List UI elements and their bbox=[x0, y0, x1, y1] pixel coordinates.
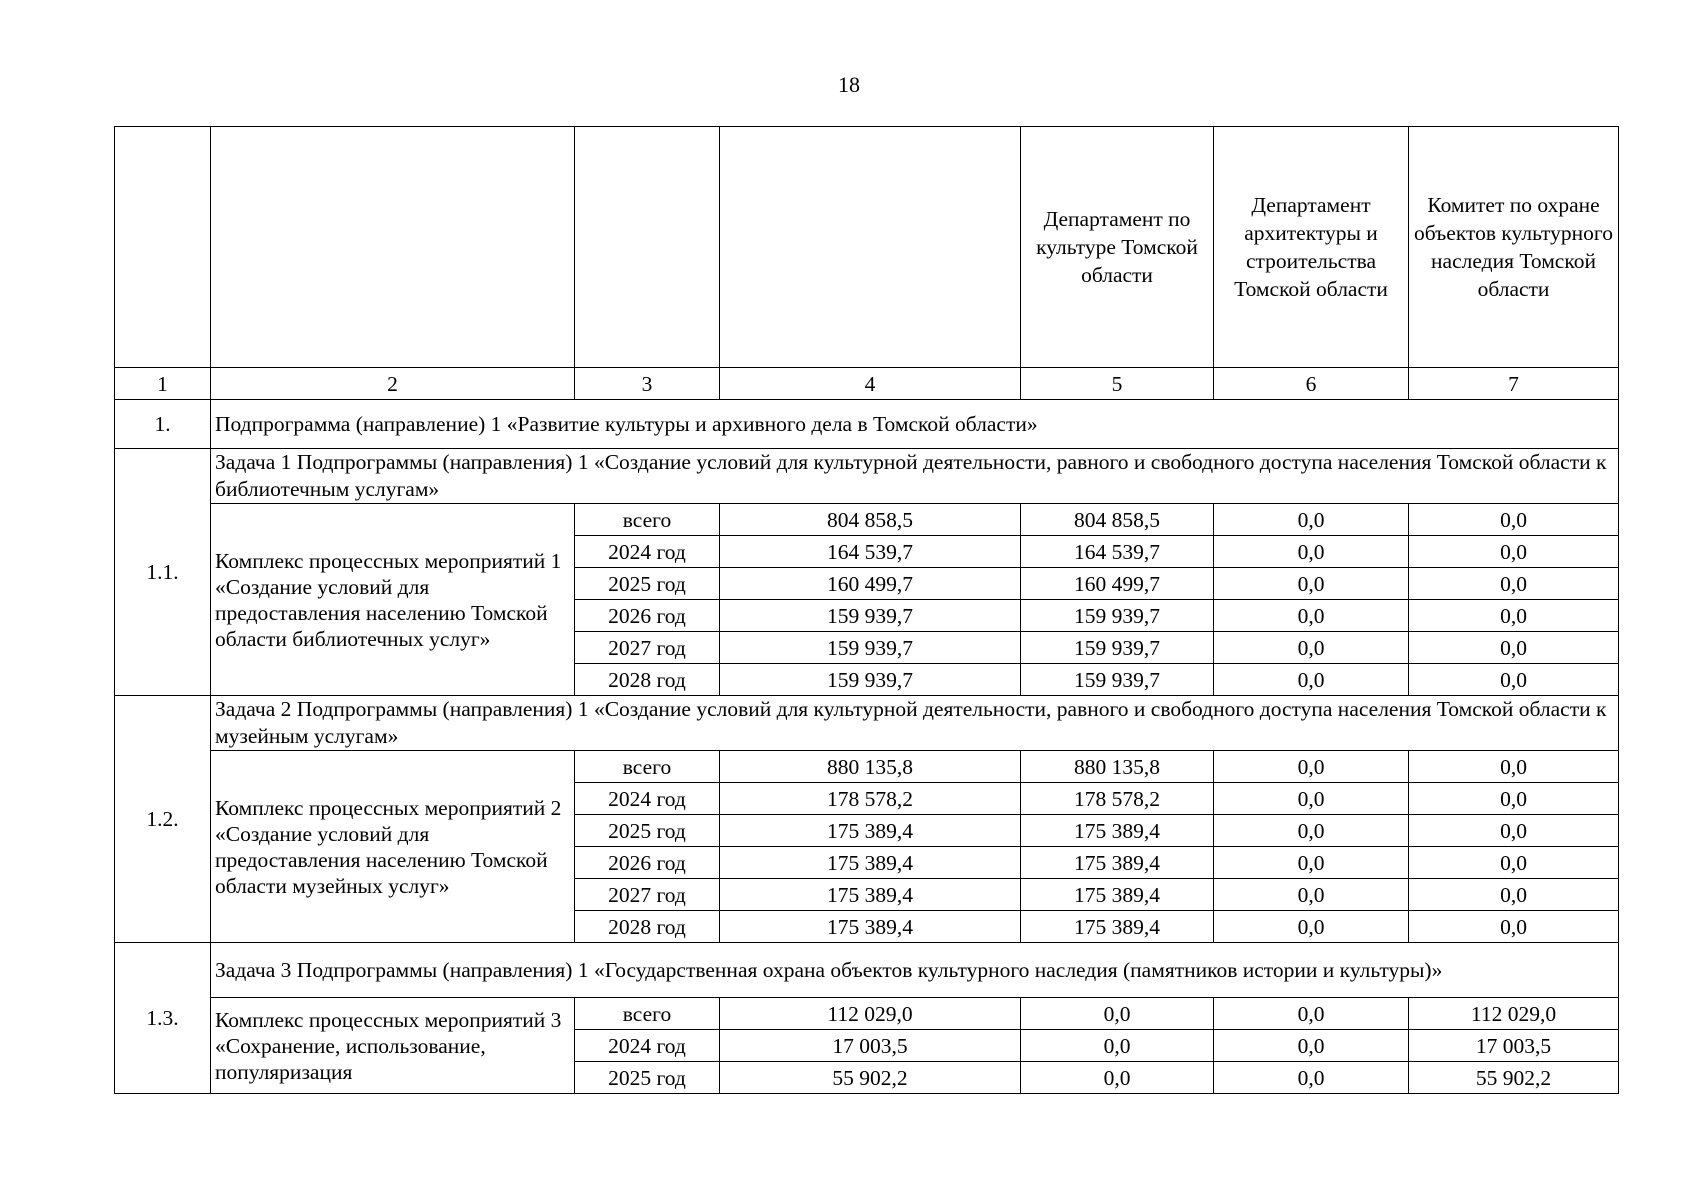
table-row bbox=[115, 998, 1619, 1030]
total-amount-cell: 175 389,4 bbox=[720, 815, 1021, 847]
dept-culture-amount-cell: 178 578,2 bbox=[1021, 783, 1214, 815]
dept-architecture-amount-cell: 0,0 bbox=[1214, 568, 1409, 600]
page-number: 18 bbox=[838, 72, 860, 97]
header-dept-culture: Департамент по культуре Томской области bbox=[1036, 207, 1198, 287]
dept-architecture-amount-cell: 0,0 bbox=[1214, 632, 1409, 664]
dept-architecture-amount-cell: 0,0 bbox=[1214, 664, 1409, 696]
period-cell: 2026 год bbox=[575, 600, 720, 632]
header-cell-2 bbox=[211, 127, 575, 368]
total-amount-cell: 175 389,4 bbox=[720, 879, 1021, 911]
dept-architecture-amount-cell: 0,0 bbox=[1214, 536, 1409, 568]
period-cell: 2024 год bbox=[575, 536, 720, 568]
dept-culture-amount-cell: 159 939,7 bbox=[1021, 632, 1214, 664]
task-row bbox=[115, 943, 1619, 998]
total-amount-cell: 880 135,8 bbox=[720, 751, 1021, 783]
period-cell: всего bbox=[575, 998, 720, 1030]
period-cell: 2025 год bbox=[575, 1062, 720, 1094]
dept-architecture-amount-cell: 0,0 bbox=[1214, 504, 1409, 536]
header-row bbox=[115, 127, 1619, 368]
heritage-committee-amount-cell: 0,0 bbox=[1409, 664, 1619, 696]
section-number: 1.3. bbox=[115, 943, 211, 1094]
dept-culture-amount-cell: 175 389,4 bbox=[1021, 879, 1214, 911]
subprogram-row bbox=[115, 400, 1619, 449]
total-amount-cell: 112 029,0 bbox=[720, 998, 1021, 1030]
heritage-committee-amount-cell: 0,0 bbox=[1409, 911, 1619, 943]
column-number: 4 bbox=[720, 368, 1021, 400]
dept-architecture-amount-cell: 0,0 bbox=[1214, 911, 1409, 943]
heritage-committee-amount-cell: 0,0 bbox=[1409, 879, 1619, 911]
heritage-committee-amount-cell: 0,0 bbox=[1409, 536, 1619, 568]
activity-complex-name: Комплекс процессных мероприятий 2 «Создание условий для предоставления населению Томской области музейных услуг» bbox=[211, 751, 575, 943]
dept-culture-amount-cell: 0,0 bbox=[1021, 1030, 1214, 1062]
period-cell: 2028 год bbox=[575, 911, 720, 943]
budget-table bbox=[114, 126, 1619, 1094]
period-cell: 2027 год bbox=[575, 632, 720, 664]
header-heritage-committee: Комитет по охране объектов культурного наследия Томской области bbox=[1414, 193, 1613, 301]
total-amount-cell: 175 389,4 bbox=[720, 847, 1021, 879]
period-cell: всего bbox=[575, 504, 720, 536]
table-row bbox=[115, 504, 1619, 536]
total-amount-cell: 160 499,7 bbox=[720, 568, 1021, 600]
subprogram-title: Подпрограмма (направление) 1 «Развитие культуры и архивного дела в Томской области» bbox=[211, 400, 1619, 449]
heritage-committee-amount-cell: 0,0 bbox=[1409, 600, 1619, 632]
task-row bbox=[115, 696, 1619, 751]
heritage-committee-amount-cell: 0,0 bbox=[1409, 568, 1619, 600]
total-amount-cell: 178 578,2 bbox=[720, 783, 1021, 815]
column-number: 2 bbox=[211, 368, 575, 400]
table-body bbox=[115, 127, 1619, 1094]
heritage-committee-amount-cell: 0,0 bbox=[1409, 847, 1619, 879]
dept-architecture-amount-cell: 0,0 bbox=[1214, 1062, 1409, 1094]
dept-architecture-amount-cell: 0,0 bbox=[1214, 783, 1409, 815]
dept-architecture-amount-cell: 0,0 bbox=[1214, 600, 1409, 632]
column-number: 7 bbox=[1409, 368, 1619, 400]
period-cell: 2027 год bbox=[575, 879, 720, 911]
period-cell: 2025 год bbox=[575, 568, 720, 600]
dept-architecture-amount-cell: 0,0 bbox=[1214, 815, 1409, 847]
total-amount-cell: 804 858,5 bbox=[720, 504, 1021, 536]
dept-culture-amount-cell: 880 135,8 bbox=[1021, 751, 1214, 783]
period-cell: 2028 год bbox=[575, 664, 720, 696]
total-amount-cell: 159 939,7 bbox=[720, 600, 1021, 632]
task-title: Задача 3 Подпрограммы (направления) 1 «Государственная охрана объектов культурного наследия (памятников истории и культуры)» bbox=[211, 943, 1619, 998]
dept-culture-amount-cell: 160 499,7 bbox=[1021, 568, 1214, 600]
dept-culture-amount-cell: 159 939,7 bbox=[1021, 600, 1214, 632]
dept-architecture-amount-cell: 0,0 bbox=[1214, 751, 1409, 783]
column-number: 1 bbox=[115, 368, 211, 400]
total-amount-cell: 17 003,5 bbox=[720, 1030, 1021, 1062]
heritage-committee-amount-cell: 0,0 bbox=[1409, 815, 1619, 847]
heritage-committee-amount-cell: 0,0 bbox=[1409, 783, 1619, 815]
period-cell: 2024 год bbox=[575, 783, 720, 815]
header-dept-architecture: Департамент архитектуры и строительства Томской области bbox=[1234, 193, 1388, 301]
heritage-committee-amount-cell: 0,0 bbox=[1409, 504, 1619, 536]
dept-culture-amount-cell: 159 939,7 bbox=[1021, 664, 1214, 696]
total-amount-cell: 159 939,7 bbox=[720, 632, 1021, 664]
column-number-row bbox=[115, 368, 1619, 400]
heritage-committee-amount-cell: 17 003,5 bbox=[1409, 1030, 1619, 1062]
task-title: Задача 1 Подпрограммы (направления) 1 «Создание условий для культурной деятельности, равного и свободного доступа населения Томской области к библиотечным услугам» bbox=[211, 449, 1619, 504]
task-row bbox=[115, 449, 1619, 504]
dept-culture-amount-cell: 0,0 bbox=[1021, 998, 1214, 1030]
task-title: Задача 2 Подпрограммы (направления) 1 «Создание условий для культурной деятельности, равного и свободного доступа населения Томской области к музейным услугам» bbox=[211, 696, 1619, 751]
period-cell: 2025 год bbox=[575, 815, 720, 847]
dept-architecture-amount-cell: 0,0 bbox=[1214, 847, 1409, 879]
total-amount-cell: 164 539,7 bbox=[720, 536, 1021, 568]
table-row bbox=[115, 751, 1619, 783]
dept-architecture-amount-cell: 0,0 bbox=[1214, 879, 1409, 911]
total-amount-cell: 175 389,4 bbox=[720, 911, 1021, 943]
dept-culture-amount-cell: 164 539,7 bbox=[1021, 536, 1214, 568]
heritage-committee-amount-cell: 0,0 bbox=[1409, 751, 1619, 783]
heritage-committee-amount-cell: 0,0 bbox=[1409, 632, 1619, 664]
column-number: 5 bbox=[1021, 368, 1214, 400]
heritage-committee-amount-cell: 112 029,0 bbox=[1409, 998, 1619, 1030]
section-number: 1.1. bbox=[115, 449, 211, 696]
total-amount-cell: 55 902,2 bbox=[720, 1062, 1021, 1094]
dept-culture-amount-cell: 804 858,5 bbox=[1021, 504, 1214, 536]
dept-architecture-amount-cell: 0,0 bbox=[1214, 998, 1409, 1030]
header-cell-5 bbox=[1021, 127, 1214, 368]
activity-complex-name: Комплекс процессных мероприятий 3 «Сохранение, использование, популяризация bbox=[211, 998, 575, 1094]
period-cell: всего bbox=[575, 751, 720, 783]
heritage-committee-amount-cell: 55 902,2 bbox=[1409, 1062, 1619, 1094]
column-number: 6 bbox=[1214, 368, 1409, 400]
header-cell-1 bbox=[115, 127, 211, 368]
header-cell-7 bbox=[1409, 127, 1619, 368]
column-number: 3 bbox=[575, 368, 720, 400]
total-amount-cell: 159 939,7 bbox=[720, 664, 1021, 696]
subprogram-number: 1. bbox=[115, 400, 211, 449]
header-cell-6 bbox=[1214, 127, 1409, 368]
dept-architecture-amount-cell: 0,0 bbox=[1214, 1030, 1409, 1062]
header-cell-3 bbox=[575, 127, 720, 368]
activity-complex-name: Комплекс процессных мероприятий 1 «Создание условий для предоставления населению Томской области библиотечных услуг» bbox=[211, 504, 575, 696]
dept-culture-amount-cell: 175 389,4 bbox=[1021, 847, 1214, 879]
header-cell-4 bbox=[720, 127, 1021, 368]
dept-culture-amount-cell: 175 389,4 bbox=[1021, 815, 1214, 847]
period-cell: 2024 год bbox=[575, 1030, 720, 1062]
dept-culture-amount-cell: 0,0 bbox=[1021, 1062, 1214, 1094]
period-cell: 2026 год bbox=[575, 847, 720, 879]
section-number: 1.2. bbox=[115, 696, 211, 943]
dept-culture-amount-cell: 175 389,4 bbox=[1021, 911, 1214, 943]
